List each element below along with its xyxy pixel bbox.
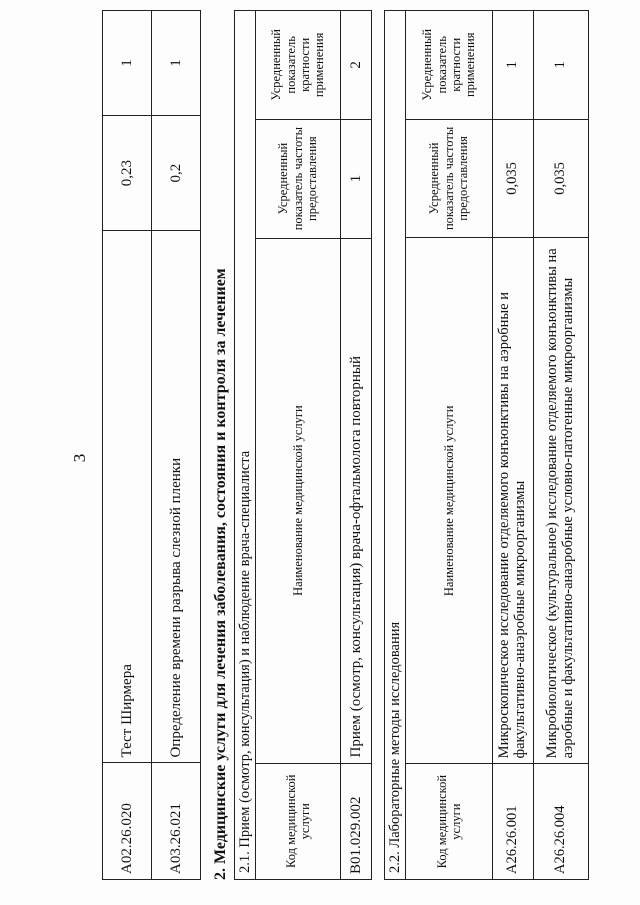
frequency-value: 0,23 — [103, 115, 152, 230]
multiplicity-value: 1 — [152, 11, 201, 116]
header-frequency: Усредненный показатель частоты предоставления — [256, 119, 341, 238]
rotated-sheet — [62, 10, 576, 880]
multiplicity-value: 1 — [534, 11, 589, 120]
table-subtitle-row — [235, 11, 256, 880]
table-row — [534, 11, 589, 880]
table-subtitle-row — [385, 11, 406, 880]
service-name: Прием (осмотр, консультация) врача-офтальмолога повторный — [341, 238, 372, 763]
table-subtitle: 2.2. Лабораторные методы исследования — [385, 11, 406, 880]
service-code: A03.26.021 — [152, 763, 201, 880]
frequency-value: 0,035 — [534, 119, 589, 238]
header-frequency: Усредненный показатель частоты предоставления — [406, 119, 493, 238]
table-subtitle: 2.1. Прием (осмотр, консультация) и наблюдение врача-специалиста — [235, 11, 256, 880]
multiplicity-value: 2 — [341, 11, 372, 120]
header-multiplicity: Усредненный показатель кратности применения — [406, 11, 493, 120]
multiplicity-value: 1 — [103, 11, 152, 116]
table-row — [341, 11, 372, 880]
multiplicity-value: 1 — [493, 11, 534, 120]
service-code: A02.26.020 — [103, 763, 152, 880]
service-name: Определение времени разрыва слезной пленки — [152, 231, 201, 763]
table-top — [102, 10, 201, 880]
service-code: B01.029.002 — [341, 763, 372, 879]
table-row — [493, 11, 534, 880]
service-name: Микроскопическое исследование отделяемого конъюнктивы на аэробные и факультативно-анаэробные микроорганизмы — [493, 238, 534, 764]
frequency-value: 0,035 — [493, 119, 534, 238]
service-name: Микробиологическое (культуральное) исследование отделяемого конъюнктивы на аэробные и факультативно-анаэробные условно-патогенные микроорганизмы — [534, 238, 589, 764]
table-row — [103, 11, 152, 880]
header-multiplicity: Усредненный показатель кратности применения — [256, 11, 341, 120]
header-code: Код медицинской услуги — [256, 763, 341, 879]
table-header-row — [256, 11, 341, 880]
table-lab-methods — [384, 10, 589, 880]
header-name: Наименование медицинской услуги — [406, 238, 493, 764]
service-code: A26.26.004 — [534, 764, 589, 880]
table-row — [152, 11, 201, 880]
table-consultation — [234, 10, 372, 880]
section-heading: 2. Медицинские услуги для лечения заболевания, состояния и контроля за лечением — [212, 268, 229, 880]
header-code: Код медицинской услуги — [406, 764, 493, 880]
table-header-row — [406, 11, 493, 880]
frequency-value: 1 — [341, 119, 372, 238]
frequency-value: 0,2 — [152, 115, 201, 230]
page-number: 3 — [70, 453, 89, 463]
header-name: Наименование медицинской услуги — [256, 238, 341, 763]
service-name: Тест Ширмера — [103, 231, 152, 763]
service-code: A26.26.001 — [493, 764, 534, 880]
